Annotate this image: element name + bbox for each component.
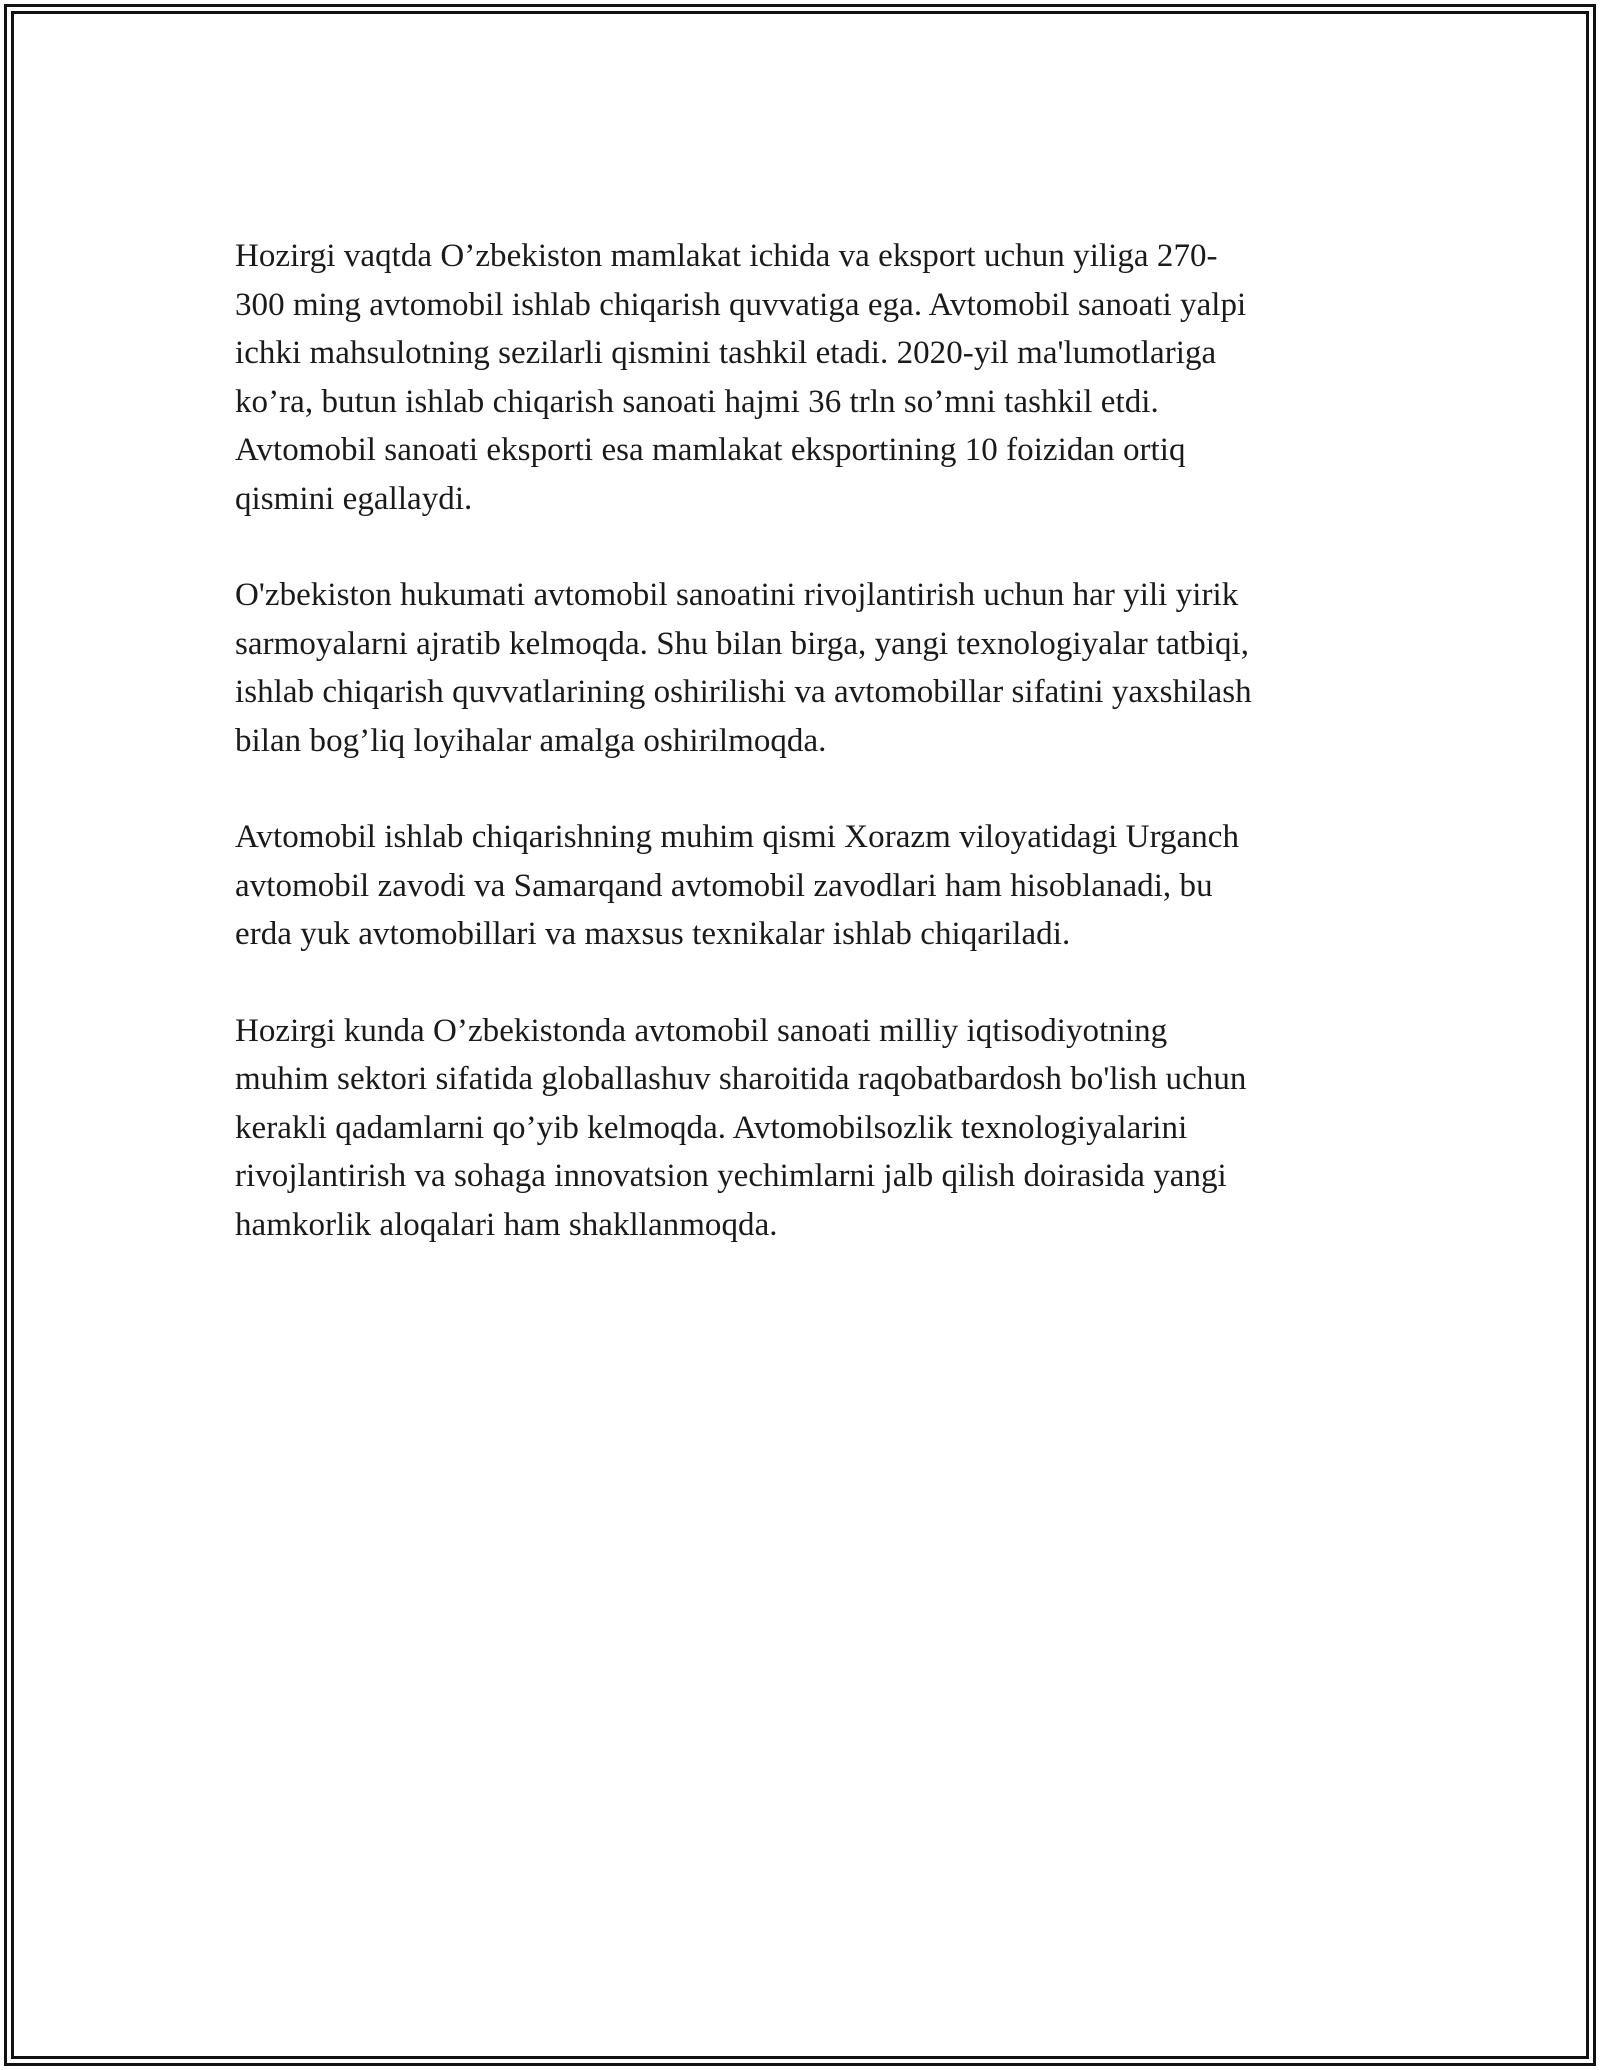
paragraph-line: Hozirgi vaqtda O’zbekiston mamlakat ichida va eksport uchun yiliga 270- bbox=[235, 238, 1218, 274]
paragraph-1 bbox=[235, 232, 1375, 523]
paragraph-line: erda yuk avtomobillari va maxsus texnikalar ishlab chiqariladi. bbox=[235, 916, 1071, 952]
paragraph-line: Avtomobil sanoati eksporti esa mamlakat eksportining 10 foizidan ortiq bbox=[235, 432, 1186, 468]
paragraph-line: ishlab chiqarish quvvatlarining oshirilishi va avtomobillar sifatini yaxshilash bbox=[235, 674, 1252, 710]
paragraph-4 bbox=[235, 1007, 1375, 1250]
paragraph-line: kerakli qadamlarni qo’yib kelmoqda. Avtomobilsozlik texnologiyalarini bbox=[235, 1109, 1188, 1146]
paragraph-2 bbox=[235, 571, 1375, 765]
paragraph-line: Hozirgi kunda O’zbekistonda avtomobil sanoati milliy iqtisodiyotning bbox=[235, 1012, 1168, 1049]
paragraph-line: Avtomobil ishlab chiqarishning muhim qismi Xorazm viloyatidagi Urganch bbox=[235, 819, 1240, 855]
paragraph-line: rivojlantirish va sohaga innovatsion yechimlarni jalb qilish doirasida yangi bbox=[235, 1158, 1227, 1194]
paragraph-3 bbox=[235, 813, 1375, 959]
paragraph-line: ko’ra, butun ishlab chiqarish sanoati hajmi 36 trln so’mni tashkil etdi. bbox=[235, 383, 1159, 420]
document-body bbox=[235, 232, 1375, 1297]
paragraph-line: qismini egallaydi. bbox=[235, 480, 473, 517]
paragraph-line: muhim sektori sifatida globallashuv sharoitida raqobatbardosh bo'lish uchun bbox=[235, 1061, 1247, 1097]
paragraph-line: bilan bog’liq loyihalar amalga oshirilmoqda. bbox=[235, 722, 827, 759]
paragraph-line: hamkorlik aloqalari ham shakllanmoqda. bbox=[235, 1206, 778, 1243]
paragraph-line: ichki mahsulotning sezilarli qismini tashkil etadi. 2020-yil ma'lumotlariga bbox=[235, 335, 1217, 371]
paragraph-line: avtomobil zavodi va Samarqand avtomobil zavodlari ham hisoblanadi, bu bbox=[235, 867, 1213, 904]
paragraph-line: O'zbekiston hukumati avtomobil sanoatini rivojlantirish uchun har yili yirik bbox=[235, 577, 1239, 613]
paragraph-line: 300 ming avtomobil ishlab chiqarish quvvatiga ega. Avtomobil sanoati yalpi bbox=[235, 286, 1247, 323]
paragraph-line: sarmoyalarni ajratib kelmoqda. Shu bilan birga, yangi texnologiyalar tatbiqi, bbox=[235, 625, 1250, 662]
